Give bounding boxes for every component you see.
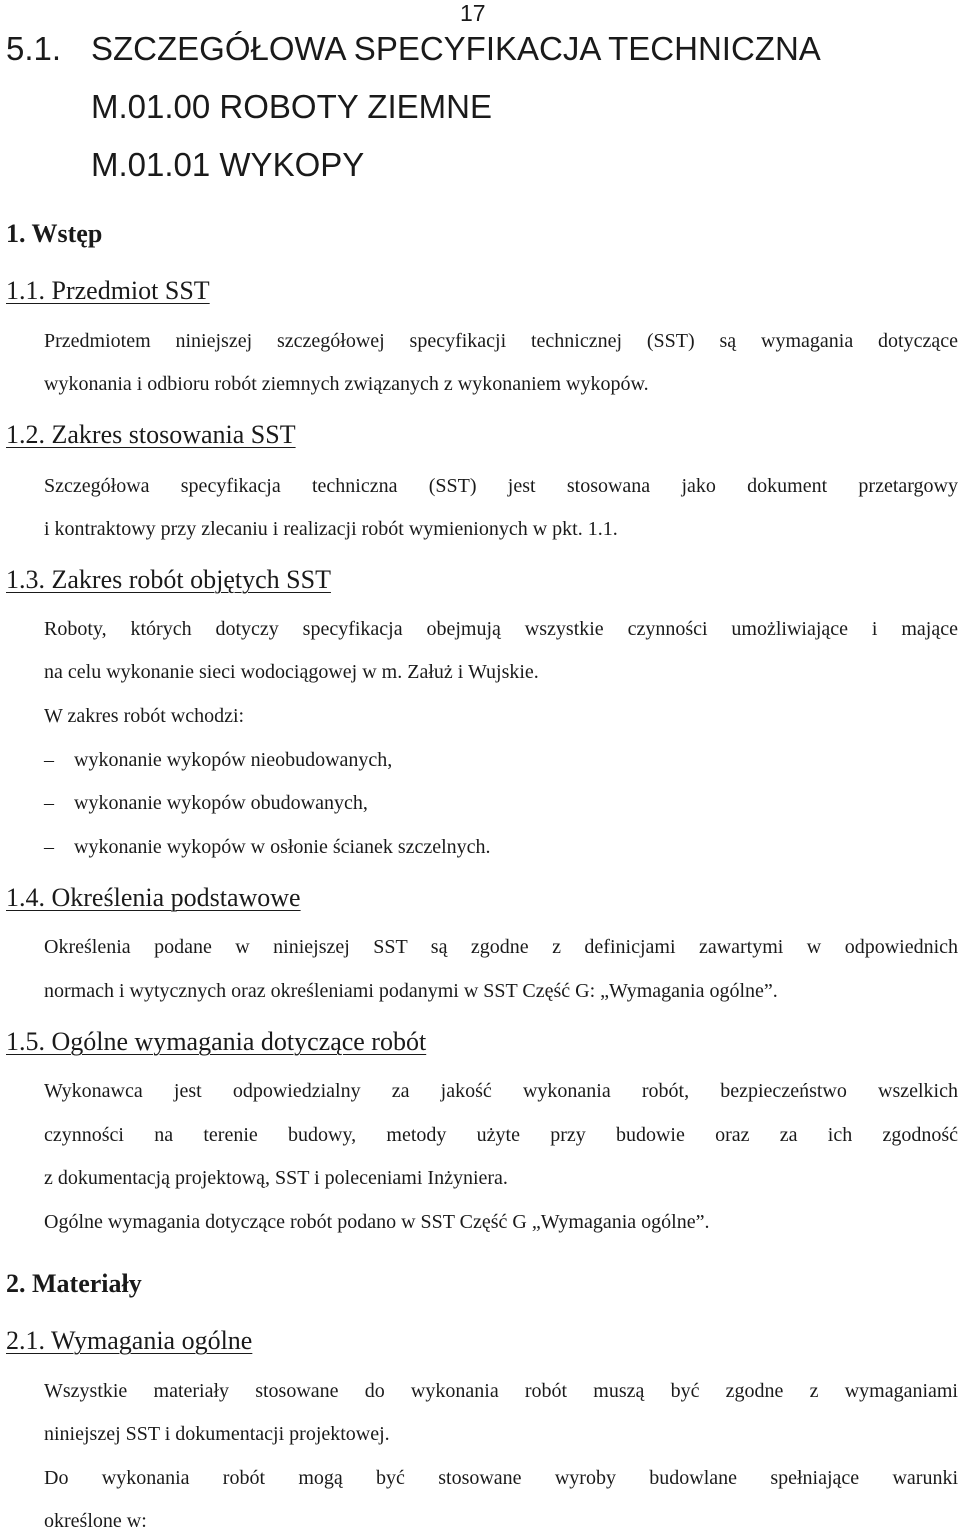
paragraph-line: na celu wykonanie sieci wodociągowej w m. Załuż i Wujskie. [44, 661, 539, 683]
spec-subtitle-group: M.01.00 ROBOTY ZIEMNE [91, 88, 492, 125]
paragraph-line: W zakres robót wchodzi: [44, 705, 245, 727]
paragraph-line: Szczegółowa specyfikacja techniczna (SST) jest stosowana jako dokument przetargowy [44, 475, 958, 497]
section-heading-1: 1. Wstęp [6, 219, 103, 248]
subsection-heading-1-3: 1.3. Zakres robót objętych SST [6, 565, 331, 594]
subsection-heading-2-1: 2.1. Wymagania ogólne [6, 1326, 253, 1355]
paragraph-line: i kontraktowy przy zlecaniu i realizacji robót wymienionych w pkt. 1.1. [44, 518, 618, 540]
list-item [44, 836, 491, 859]
paragraph-line: Wszystkie materiały stosowane do wykonania robót muszą być zgodne z wymaganiami [44, 1380, 958, 1402]
subsection-heading-1-2: 1.2. Zakres stosowania SST [6, 420, 296, 449]
paragraph-line: Przedmiotem niniejszej szczegółowej specyfikacji technicznej (SST) są wymagania dotyczące [44, 330, 958, 352]
paragraph-line: Do wykonania robót mogą być stosowane wyroby budowlane spełniające warunki [44, 1467, 958, 1489]
paragraph-line: określone w: [44, 1510, 147, 1532]
paragraph-line: Wykonawca jest odpowiedzialny za jakość wykonania robót, bezpieczeństwo wszelkich [44, 1080, 958, 1102]
list-dash: – [44, 836, 54, 858]
paragraph-line: niniejszej SST i dokumentacji projektowej. [44, 1423, 390, 1445]
spec-title: SZCZEGÓŁOWA SPECYFIKACJA TECHNICZNA [91, 30, 821, 67]
spec-number: 5.1. [6, 30, 62, 67]
paragraph-line: czynności na terenie budowy, metody użyte przy budowie oraz za ich zgodność [44, 1124, 958, 1146]
subsection-heading-1-5: 1.5. Ogólne wymagania dotyczące robót [6, 1027, 427, 1056]
list-item-text: wykonanie wykopów obudowanych, [74, 792, 368, 814]
paragraph-line: Określenia podane w niniejszej SST są zgodne z definicjami zawartymi w odpowiednich [44, 936, 958, 958]
paragraph-line: z dokumentacją projektową, SST i poleceniami Inżyniera. [44, 1167, 508, 1189]
paragraph-line: wykonania i odbioru robót ziemnych związanych z wykonaniem wykopów. [44, 373, 649, 395]
paragraph-line: Roboty, których dotyczy specyfikacja obejmują wszystkie czynności umożliwiające i mające [44, 618, 958, 640]
list-item [44, 749, 392, 772]
paragraph-line: Ogólne wymagania dotyczące robót podano w SST Część G „Wymagania ogólne”. [44, 1211, 710, 1233]
page-number: 17 [460, 0, 486, 26]
section-heading-2: 2. Materiały [6, 1269, 142, 1298]
spec-subtitle-item: M.01.01 WYKOPY [91, 146, 365, 183]
list-item-text: wykonanie wykopów w osłonie ścianek szczelnych. [74, 836, 491, 858]
paragraph-line: normach i wytycznych oraz określeniami podanymi w SST Część G: „Wymagania ogólne”. [44, 980, 778, 1002]
list-dash: – [44, 749, 54, 771]
list-item [44, 792, 368, 815]
subsection-heading-1-4: 1.4. Określenia podstawowe [6, 883, 301, 912]
list-item-text: wykonanie wykopów nieobudowanych, [74, 749, 393, 771]
subsection-heading-1-1: 1.1. Przedmiot SST [6, 276, 210, 305]
list-dash: – [44, 792, 54, 814]
